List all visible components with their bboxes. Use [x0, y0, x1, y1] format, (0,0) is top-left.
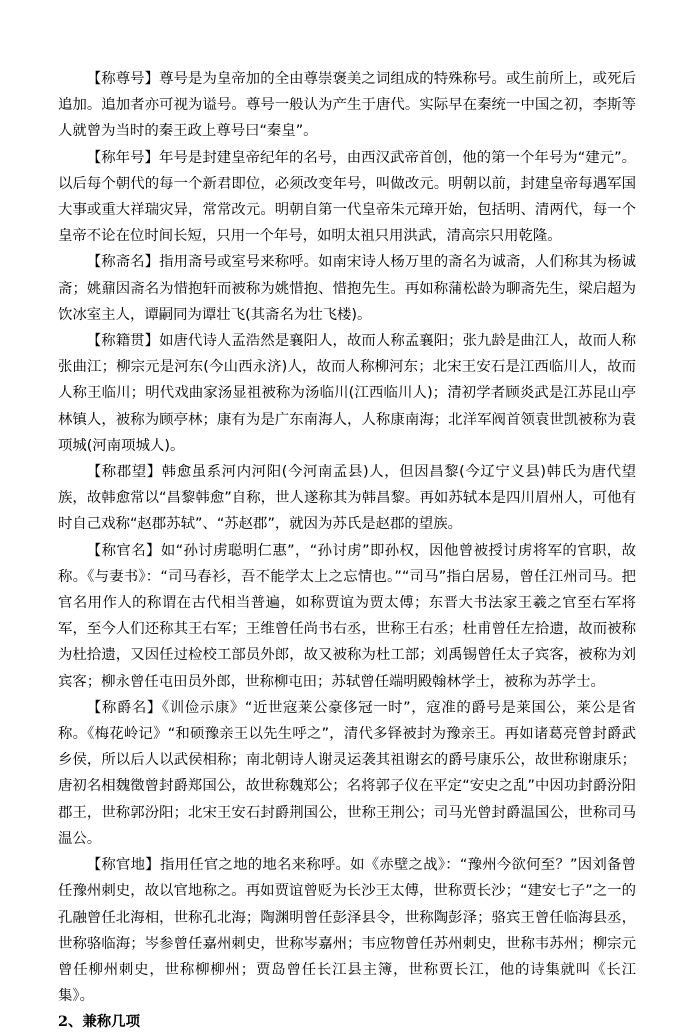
paragraph-jiguan	[58, 328, 636, 459]
term-label: 【称官地】	[86, 857, 160, 874]
paragraph-zhaiming	[58, 249, 636, 328]
paragraph-junwang	[58, 459, 636, 538]
paragraph-guanming	[58, 538, 636, 695]
term-label: 【称爵名】	[86, 699, 162, 716]
paragraph-zunhao	[58, 66, 636, 145]
paragraph-text: 如“孙讨虏聪明仁惠”，“孙讨虏”即孙权，因他曾被授讨虏将军的官职，故称。《与妻书》：“司马春衫，吾不能学太上之忘情也。”“司马”指白居易，曾任江州司马。把官名用作人的称谓在古代相当普遍，如称贾谊为贾太傅；东晋大书法家王羲之官至右军将军，至今人们还称其王右军；王维曾任尚书右丞，世称王右丞；杜甫曾任左拾遗，故而被称为杜拾遗，又因任过检校工部员外郎，故又被称为杜工部；刘禹锡曾任太子宾客，被称为刘宾客；柳永曾任屯田员外郎，世称柳屯田；苏轼曾任端明殿翰林学士，被称为苏学士。	[58, 542, 636, 690]
paragraph-text: 指用任官之地的地名来称呼。如《赤壁之战》：“豫州今欲何至？”因刘备曾任豫州刺史，故以官地称之。再如贾谊曾贬为长沙王太傅，世称贾长沙；“建安七子”之一的孔融曾任北海相，世称孔北海；陶渊明曾任彭泽县令，世称陶彭泽；骆宾王曾任临海县丞，世称骆临海；岑参曾任嘉州刺史，世称岑嘉州；韦应物曾任苏州刺史，世称韦苏州；柳宗元曾任柳州刺史，世称柳柳州；贾岛曾任长江县主簿，世称贾长江，他的诗集就叫《长江集》。	[58, 857, 636, 1005]
term-label: 【称郡望】	[86, 464, 162, 481]
term-label: 【称斋名】	[86, 254, 160, 271]
paragraph-text: 《训俭示康》“近世寇莱公豪侈冠一时”，寇准的爵号是莱国公，莱公是省称。《梅花岭记》“和硕豫亲王以先生呼之”，清代多铎被封为豫亲王。再如诸葛亮曾封爵武乡侯，所以后人以武侯相称；南北朝诗人谢灵运袭其祖谢玄的爵号康乐公，故世称谢康乐；唐初名相魏徵曾封爵郑国公，故世称魏郑公；名将郭子仪在平定“安史之乱”中因功封爵汾阳郡王，世称郭汾阳；北宋王安石封爵荆国公，世称王荆公；司马光曾封爵温国公，世称司马温公。	[58, 699, 636, 847]
document-body	[58, 66, 636, 1036]
paragraph-text: 指用斋号或室号来称呼。如南宋诗人杨万里的斋名为诚斋，人们称其为杨诚斋；姚鼐因斋名为惜抱轩而被称为姚惜抱、惜抱先生。再如称蒲松龄为聊斋先生，梁启超为饮冰室主人，谭嗣同为谭壮飞(其斋名为壮飞楼)。	[58, 254, 636, 323]
paragraph-jueming	[58, 695, 636, 852]
paragraph-text: 年号是封建皇帝纪年的名号，由西汉武帝首创，他的第一个年号为“建元”。以后每个朝代的每一个新君即位，必须改变年号，叫做改元。明朝以前，封建皇帝每遇军国大事或重大祥瑞灾异，常常改元。明朝自第一代皇帝朱元璋开始，包括明、清两代，每一个皇帝不论在位时间长短，只用一个年号，如明太祖只用洪武，清高宗只用乾隆。	[58, 149, 636, 245]
term-label: 【称官名】	[86, 542, 161, 559]
paragraph-guandi	[58, 852, 636, 1009]
term-label: 【称年号】	[86, 149, 159, 166]
section-heading: 2、兼称几项	[58, 1013, 140, 1031]
paragraph-text: 韩愈虽系河内河阳(今河南孟县)人，但因昌黎(今辽宁义县)韩氏为唐代望族，故韩愈常以“昌黎韩愈”自称，世人遂称其为韩昌黎。再如苏轼本是四川眉州人，可他有时自己戏称“赵郡苏轼”、“苏赵郡”，就因为苏氏是赵郡的望族。	[58, 464, 636, 533]
paragraph-text: 如唐代诗人孟浩然是襄阳人，故而人称孟襄阳；张九龄是曲江人，故而人称张曲江；柳宗元是河东(今山西永济)人，故而人称柳河东；北宋王安石是江西临川人，故而人称王临川；明代戏曲家汤显祖被称为汤临川(江西临川人)；清初学者顾炎武是江苏昆山亭林镇人，被称为顾亭林；康有为是广东南海人，人称康南海；北洋军阀首领袁世凯被称为袁项城(河南项城人)。	[58, 333, 636, 454]
term-label: 【称籍贯】	[86, 333, 160, 350]
term-label: 【称尊号】	[86, 71, 160, 87]
paragraph-nianhao	[58, 145, 636, 250]
paragraph-text: 尊号是为皇帝加的全由尊崇褒美之词组成的特殊称号。或生前所上，或死后追加。追加者亦可视为谥号。尊号一般认为产生于唐代。实际早在秦统一中国之初，李斯等人就曾为当时的秦王政上尊号曰“秦皇”。	[58, 71, 636, 140]
